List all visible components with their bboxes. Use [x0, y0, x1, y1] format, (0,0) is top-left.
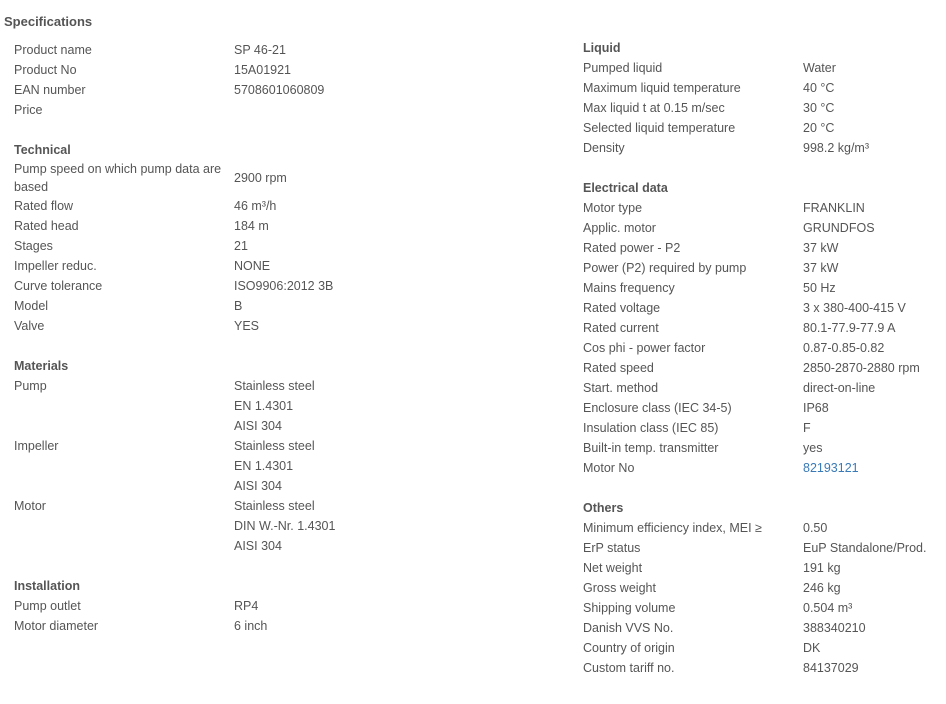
spec-label: Pump outlet — [14, 599, 81, 613]
spec-label: Minimum efficiency index, MEI ≥ — [583, 521, 762, 535]
spec-value: 15A01921 — [234, 63, 292, 77]
spec-label: Net weight — [583, 561, 643, 575]
spec-row — [583, 618, 946, 638]
spec-value: 246 kg — [803, 581, 841, 595]
spec-value: 37 kW — [803, 261, 839, 275]
spec-value: 184 m — [234, 219, 269, 233]
spec-row — [583, 578, 946, 598]
spec-value: 5708601060809 — [234, 83, 325, 97]
spec-label: Motor diameter — [14, 619, 99, 633]
spec-label: Rated flow — [14, 199, 74, 213]
spec-value: GRUNDFOS — [803, 221, 875, 235]
spec-label: Curve tolerance — [14, 279, 103, 293]
spec-row — [583, 418, 946, 438]
spec-label: Pump — [14, 379, 47, 393]
spec-value: 40 °C — [803, 81, 835, 95]
spec-value: 6 inch — [234, 619, 268, 633]
spec-value: Stainless steel — [234, 499, 315, 513]
spec-label: Rated voltage — [583, 301, 661, 315]
spec-row — [583, 218, 946, 238]
spec-row-product-name — [14, 40, 554, 60]
spec-value: 20 °C — [803, 121, 835, 135]
spec-row-model — [14, 296, 554, 316]
spec-value: 46 m³/h — [234, 199, 277, 213]
page-title: Specifications — [4, 14, 93, 29]
spec-row-pump-material — [14, 376, 554, 436]
section-title-installation: Installation — [14, 579, 80, 593]
spec-row-motor-diameter — [14, 616, 554, 636]
spec-value: direct-on-line — [803, 381, 876, 395]
spec-row — [583, 318, 946, 338]
spec-label: Mains frequency — [583, 281, 675, 295]
spec-row-rated-flow — [14, 196, 554, 216]
spec-value: IP68 — [803, 401, 829, 415]
spec-label: Power (P2) required by pump — [583, 261, 747, 275]
spec-label: Cos phi - power factor — [583, 341, 706, 355]
spec-label: Maximum liquid temperature — [583, 81, 741, 95]
spec-value: 0.87-0.85-0.82 — [803, 341, 885, 355]
liquid-section — [583, 38, 946, 158]
spec-row — [583, 378, 946, 398]
spec-value: YES — [234, 319, 260, 333]
spec-row — [583, 238, 946, 258]
spec-row — [583, 198, 946, 218]
spec-row-impeller-reduc — [14, 256, 554, 276]
spec-value: NONE — [234, 259, 271, 273]
spec-row — [583, 538, 946, 558]
spec-value: ISO9906:2012 3B — [234, 279, 334, 293]
spec-row-rated-head — [14, 216, 554, 236]
spec-label: Pump speed on which pump data are based — [14, 162, 222, 194]
spec-value: Water — [803, 61, 836, 75]
spec-value: SP 46-21 — [234, 43, 286, 57]
general-section — [14, 40, 554, 120]
spec-label: Rated speed — [583, 361, 654, 375]
spec-value: 998.2 kg/m³ — [803, 141, 870, 155]
spec-row-price — [14, 100, 554, 120]
section-title-liquid: Liquid — [583, 41, 621, 55]
spec-value: 30 °C — [803, 101, 835, 115]
spec-row — [583, 638, 946, 658]
spec-value: 80.1-77.9-77.9 A — [803, 321, 896, 335]
spec-label: EAN number — [14, 83, 86, 97]
spec-row-pump-speed — [14, 160, 554, 196]
section-title-others: Others — [583, 501, 624, 515]
others-section — [583, 498, 946, 678]
spec-label: Danish VVS No. — [583, 621, 674, 635]
spec-value: 3 x 380-400-415 V — [803, 301, 906, 315]
right-column — [583, 38, 946, 678]
spec-row — [583, 98, 946, 118]
spec-label: Applic. motor — [583, 221, 656, 235]
spec-label: Built-in temp. transmitter — [583, 441, 719, 455]
spec-label: Country of origin — [583, 641, 675, 655]
section-title-materials: Materials — [14, 359, 69, 373]
spec-label: Impeller — [14, 439, 59, 453]
spec-value: 388340210 — [803, 621, 866, 635]
spec-label: Product name — [14, 43, 92, 57]
spec-row — [583, 398, 946, 418]
spec-label: Rated current — [583, 321, 659, 335]
spec-label: ErP status — [583, 541, 641, 555]
installation-section — [14, 576, 554, 636]
spec-row — [583, 518, 946, 538]
spec-label: Start. method — [583, 381, 659, 395]
spec-label: Enclosure class (IEC 34-5) — [583, 401, 732, 415]
spec-value-list — [234, 376, 315, 436]
spec-row — [583, 558, 946, 578]
spec-value: AISI 304 — [234, 419, 282, 433]
spec-value-list — [234, 496, 335, 556]
spec-value: 84137029 — [803, 661, 859, 675]
spec-label: Valve — [14, 319, 45, 333]
spec-value: 21 — [234, 239, 248, 253]
spec-label: Product No — [14, 63, 77, 77]
spec-row-stages — [14, 236, 554, 256]
spec-row-motor-material — [14, 496, 554, 556]
spec-label: Impeller reduc. — [14, 259, 97, 273]
technical-section — [14, 140, 554, 336]
section-title-technical: Technical — [14, 143, 71, 157]
spec-row-impeller-material — [14, 436, 554, 496]
spec-label: Selected liquid temperature — [583, 121, 736, 135]
spec-value: 0.50 — [803, 521, 828, 535]
spec-row — [583, 258, 946, 278]
spec-row — [583, 358, 946, 378]
spec-row — [583, 438, 946, 458]
section-title-electrical: Electrical data — [583, 181, 668, 195]
spec-label: Motor — [14, 499, 46, 513]
spec-row — [583, 298, 946, 318]
spec-value: Stainless steel — [234, 439, 315, 453]
spec-value: FRANKLIN — [803, 201, 865, 215]
spec-row-product-no — [14, 60, 554, 80]
spec-value: RP4 — [234, 599, 259, 613]
spec-value: DIN W.-Nr. 1.4301 — [234, 519, 336, 533]
spec-label: Price — [14, 103, 43, 117]
spec-row-valve — [14, 316, 554, 336]
spec-label: Motor type — [583, 201, 643, 215]
spec-value: 191 kg — [803, 561, 841, 575]
spec-label: Max liquid t at 0.15 m/sec — [583, 101, 725, 115]
materials-section — [14, 356, 554, 556]
spec-value: 0.504 m³ — [803, 601, 853, 615]
spec-row — [583, 138, 946, 158]
spec-value: 50 Hz — [803, 281, 836, 295]
spec-value: EN 1.4301 — [234, 459, 294, 473]
spec-value: 2900 rpm — [234, 171, 287, 185]
spec-label: Pumped liquid — [583, 61, 663, 75]
spec-value: 2850-2870-2880 rpm — [803, 361, 920, 375]
spec-row — [583, 658, 946, 678]
spec-row-curve-tolerance — [14, 276, 554, 296]
spec-row — [583, 278, 946, 298]
spec-value: F — [803, 421, 811, 435]
spec-row — [583, 58, 946, 78]
spec-label: Motor No — [583, 461, 635, 475]
spec-label: Insulation class (IEC 85) — [583, 421, 719, 435]
spec-row-pump-outlet — [14, 596, 554, 616]
spec-value: AISI 304 — [234, 479, 282, 493]
spec-label: Shipping volume — [583, 601, 676, 615]
left-column — [14, 40, 554, 636]
spec-value: DK — [803, 641, 821, 655]
spec-value-list — [234, 436, 315, 496]
spec-label: Model — [14, 299, 49, 313]
spec-label: Stages — [14, 239, 53, 253]
spec-value: EN 1.4301 — [234, 399, 294, 413]
spec-row-motor-no — [583, 458, 946, 478]
spec-label: Custom tariff no. — [583, 661, 675, 675]
spec-value: yes — [803, 441, 823, 455]
spec-label: Rated head — [14, 219, 79, 233]
spec-value: AISI 304 — [234, 539, 282, 553]
spec-value: Stainless steel — [234, 379, 315, 393]
spec-label: Gross weight — [583, 581, 656, 595]
spec-row — [583, 78, 946, 98]
spec-value: B — [234, 299, 243, 313]
spec-row — [583, 118, 946, 138]
spec-value: EuP Standalone/Prod. — [803, 541, 927, 555]
motor-no-link[interactable]: 82193121 — [803, 461, 859, 475]
spec-label: Rated power - P2 — [583, 241, 681, 255]
spec-row — [583, 338, 946, 358]
spec-row-ean-number — [14, 80, 554, 100]
spec-row — [583, 598, 946, 618]
spec-label: Density — [583, 141, 625, 155]
electrical-section — [583, 178, 946, 478]
spec-value: 37 kW — [803, 241, 839, 255]
